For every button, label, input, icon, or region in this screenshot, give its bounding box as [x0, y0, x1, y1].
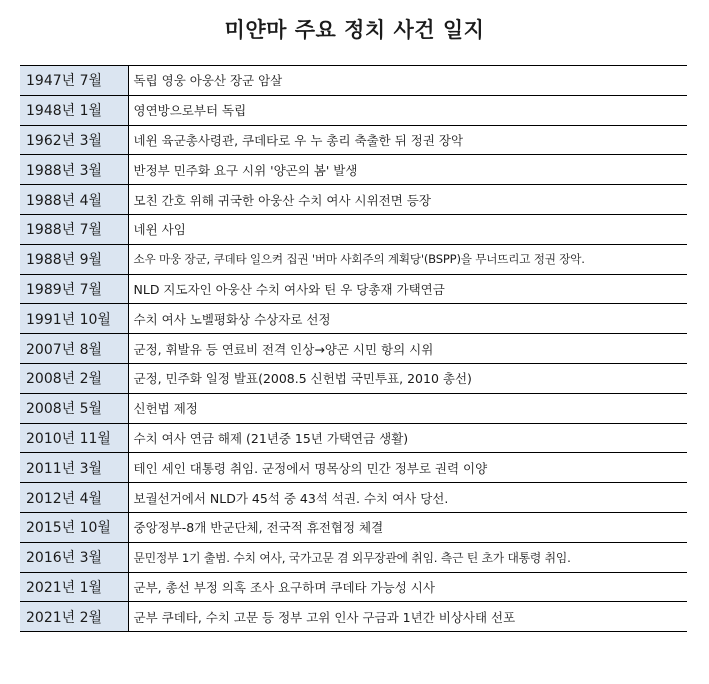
table-row: [20, 304, 687, 334]
table-row: [20, 185, 687, 215]
event-description: NLD 지도자인 아웅산 수치 여사와 틴 우 당총재 가택연금: [128, 274, 687, 304]
page-title: 미얀마 주요 정치 사건 일지: [224, 18, 485, 42]
event-description: 군정, 휘발유 등 연료비 전격 인상→양곤 시민 항의 시위: [128, 334, 687, 364]
table-row: [20, 274, 687, 304]
event-date: 1988년 4월: [20, 185, 128, 215]
event-description: 군정, 민주화 일정 발표(2008.5 신헌법 국민투표, 2010 총선): [128, 363, 687, 393]
table-row: [20, 155, 687, 185]
event-date: 1988년 9월: [20, 244, 128, 274]
table-row: [20, 423, 687, 453]
event-date: 2010년 11월: [20, 423, 128, 453]
event-date: 1948년 1월: [20, 95, 128, 125]
table-row: [20, 125, 687, 155]
event-description: 보궐선거에서 NLD가 45석 중 43석 석권. 수치 여사 당선.: [128, 483, 687, 513]
event-description: 반정부 민주화 요구 시위 '양곤의 봄' 발생: [128, 155, 687, 185]
table-row: [20, 453, 687, 483]
event-description: 네윈 육군총사령관, 쿠데타로 우 누 총리 축출한 뒤 정권 장악: [128, 125, 687, 155]
table-row: [20, 363, 687, 393]
event-description: 신헌법 제정: [128, 393, 687, 423]
table-row: [20, 334, 687, 364]
event-date: 2007년 8월: [20, 334, 128, 364]
event-date: 1988년 7월: [20, 214, 128, 244]
table-row: [20, 95, 687, 125]
event-date: 2011년 3월: [20, 453, 128, 483]
event-description: 독립 영웅 아웅산 장군 암살: [128, 66, 687, 96]
event-date: 2021년 1월: [20, 572, 128, 602]
event-description: 문민정부 1기 출범. 수치 여사, 국가고문 겸 외무장관에 취임. 측근 틴 초가 대통령 취임.: [128, 542, 687, 572]
event-date: 2008년 2월: [20, 363, 128, 393]
event-date: 1962년 3월: [20, 125, 128, 155]
event-description: 중앙정부-8개 반군단체, 전국적 휴전협정 체결: [128, 512, 687, 542]
table-row: [20, 66, 687, 96]
event-description: 테인 세인 대통령 취임. 군정에서 명목상의 민간 정부로 권력 이양: [128, 453, 687, 483]
event-description: 수치 여사 노벨평화상 수상자로 선정: [128, 304, 687, 334]
table-row: [20, 393, 687, 423]
event-date: 2015년 10월: [20, 512, 128, 542]
event-description: 군부 쿠데타, 수치 고문 등 정부 고위 인사 구금과 1년간 비상사태 선포: [128, 602, 687, 632]
event-description: 네윈 사임: [128, 214, 687, 244]
table-row: [20, 602, 687, 632]
event-description: 수치 여사 연금 해제 (21년중 15년 가택연금 생활): [128, 423, 687, 453]
event-description: 소우 마웅 장군, 쿠데타 일으켜 집권 '버마 사회주의 계획당'(BSPP)을 무너뜨리고 정권 장악.: [128, 244, 687, 274]
table-row: [20, 214, 687, 244]
table-row: [20, 572, 687, 602]
timeline-table: [20, 65, 687, 632]
table-row: [20, 244, 687, 274]
event-date: 1991년 10월: [20, 304, 128, 334]
event-date: 2012년 4월: [20, 483, 128, 513]
event-date: 2016년 3월: [20, 542, 128, 572]
event-description: 영연방으로부터 독립: [128, 95, 687, 125]
event-description: 군부, 총선 부정 의혹 조사 요구하며 쿠데타 가능성 시사: [128, 572, 687, 602]
event-date: 1988년 3월: [20, 155, 128, 185]
event-date: 1989년 7월: [20, 274, 128, 304]
table-row: [20, 542, 687, 572]
event-date: 1947년 7월: [20, 66, 128, 96]
event-date: 2021년 2월: [20, 602, 128, 632]
table-row: [20, 512, 687, 542]
table-row: [20, 483, 687, 513]
event-date: 2008년 5월: [20, 393, 128, 423]
event-description: 모친 간호 위해 귀국한 아웅산 수치 여사 시위전면 등장: [128, 185, 687, 215]
